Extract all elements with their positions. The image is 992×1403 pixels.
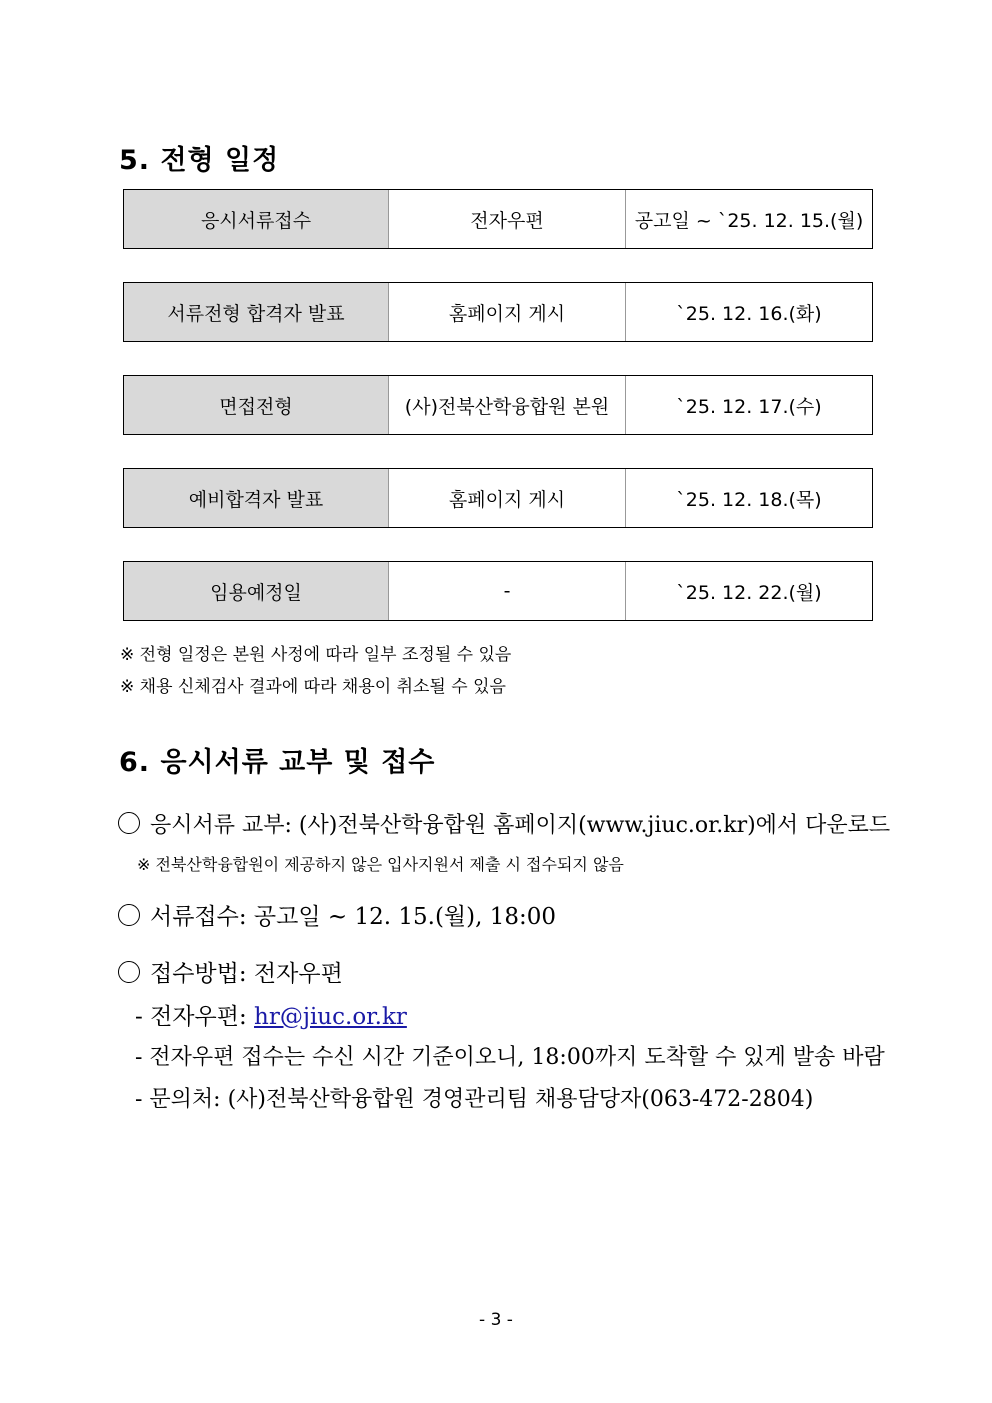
schedule-note: ※ 전형 일정은 본원 사정에 따라 일부 조정될 수 있음 (120, 645, 512, 665)
schedule-method: 홈페이지 게시 (389, 469, 626, 527)
submission-item (118, 898, 556, 931)
schedule-date: `25. 12. 17.(수) (676, 395, 822, 418)
schedule-row (123, 282, 873, 342)
circle-bullet-icon (118, 961, 140, 983)
schedule-date: 공고일 ~ `25. 12. 15.(월) (634, 209, 864, 232)
schedule-date: `25. 12. 22.(월) (676, 581, 822, 604)
schedule-stage: 서류전형 합격자 발표 (124, 283, 389, 341)
schedule-stage: 임용예정일 (124, 562, 389, 620)
email-label: - 전자우편: (135, 1004, 255, 1030)
page-number: - 3 - (479, 1310, 513, 1330)
section-5-title: 5. 전형 일정 (119, 145, 280, 176)
distribution-item (118, 808, 890, 839)
contact-line: - 문의처: (사)전북산학융합원 경영관리팀 채용담당자(063-472-2804) (135, 1087, 814, 1112)
circle-bullet-icon (118, 812, 140, 834)
email-line (135, 998, 407, 1031)
method-item (118, 955, 343, 988)
schedule-stage: 응시서류접수 (124, 190, 389, 248)
schedule-row (123, 561, 873, 621)
circle-bullet-icon (118, 904, 140, 926)
distribution-note: ※ 전북산학융합원이 제공하지 않은 입사지원서 제출 시 접수되지 않음 (137, 855, 624, 874)
schedule-method: - (389, 562, 626, 620)
schedule-stage: 면접전형 (124, 376, 389, 434)
schedule-method: (사)전북산학융합원 본원 (389, 376, 626, 434)
email-link[interactable]: hr@jiuc.or.kr (254, 1004, 407, 1030)
section-6-title: 6. 응시서류 교부 및 접수 (119, 747, 436, 778)
schedule-method: 전자우편 (389, 190, 626, 248)
schedule-date: `25. 12. 18.(목) (676, 488, 822, 511)
method-text: 접수방법: 전자우편 (150, 961, 343, 987)
schedule-date: `25. 12. 16.(화) (676, 302, 822, 325)
schedule-stage: 예비합격자 발표 (124, 469, 389, 527)
schedule-method: 홈페이지 게시 (389, 283, 626, 341)
schedule-row (123, 468, 873, 528)
distribution-text: 응시서류 교부: (사)전북산학융합원 홈페이지(www.jiuc.or.kr)에서 다운로드 (150, 813, 891, 838)
email-note: - 전자우편 접수는 수신 시간 기준이오니, 18:00까지 도착할 수 있게 발송 바람 (135, 1045, 885, 1070)
schedule-row (123, 375, 873, 435)
schedule-note: ※ 채용 신체검사 결과에 따라 채용이 취소될 수 있음 (120, 677, 506, 697)
submission-text: 서류접수: 공고일 ~ 12. 15.(월), 18:00 (150, 904, 557, 930)
schedule-row (123, 189, 873, 249)
